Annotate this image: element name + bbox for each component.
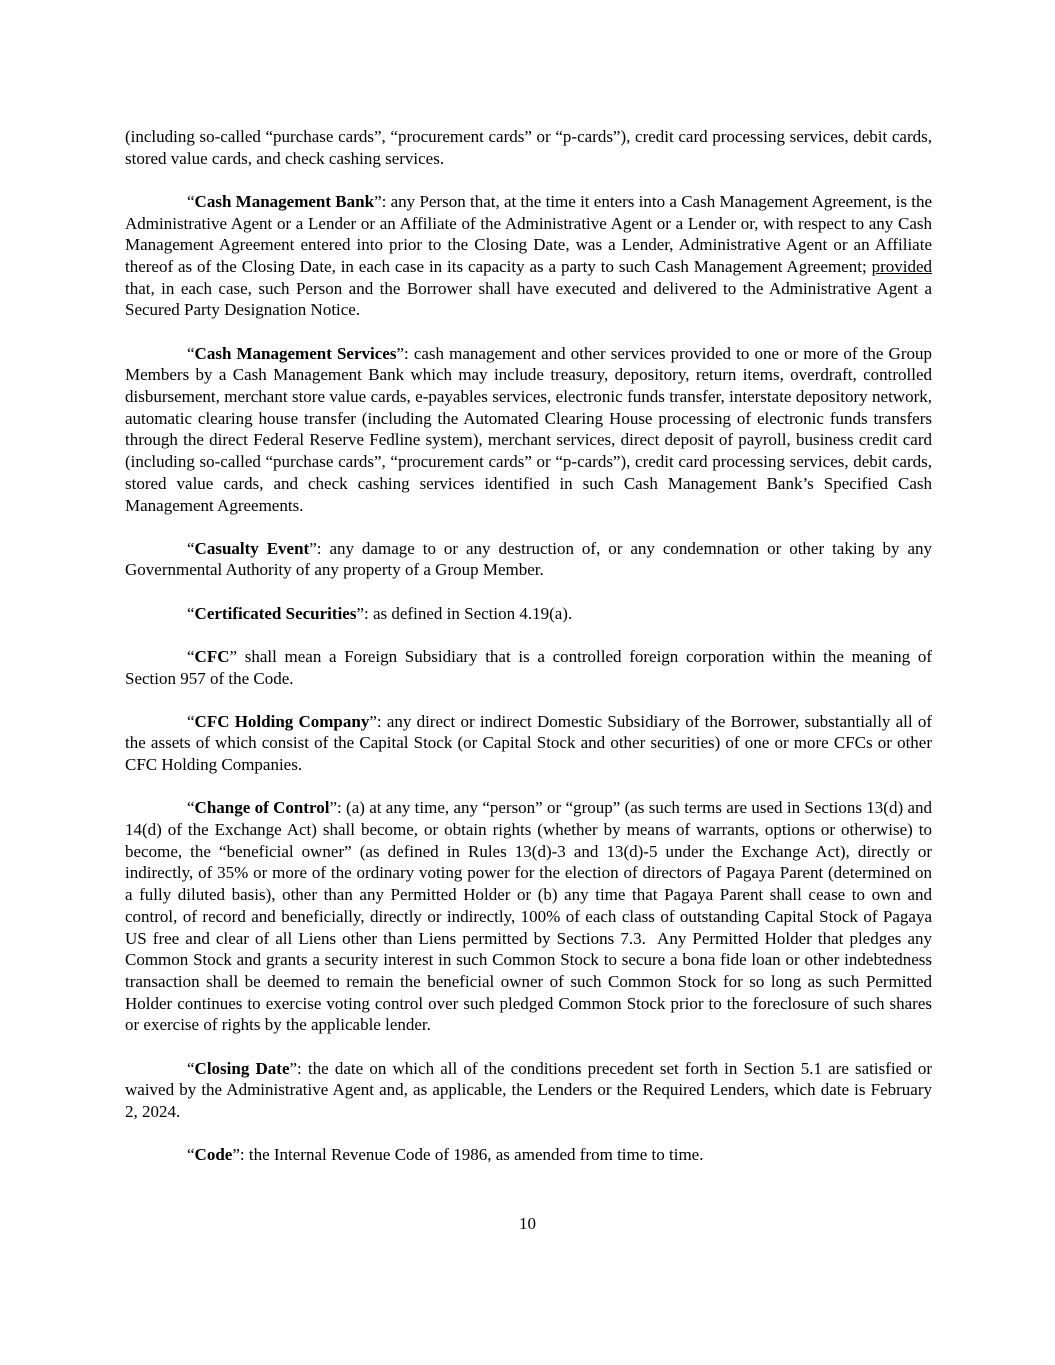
close-quote: ”: [356, 603, 369, 623]
defined-term: CFC [194, 646, 230, 666]
definition-text: any damage to or any destruction of, or any condemnation or other taking by any Governmental Authority of any property of a Group Member. [125, 538, 932, 580]
page-number: 10 [519, 1214, 536, 1233]
defined-term: Change of Control [194, 798, 330, 818]
open-quote: “ [187, 1058, 195, 1078]
definition-cash-management-services [125, 343, 932, 517]
definition-certificated-securities [125, 603, 932, 625]
defined-term: Cash Management Services [194, 343, 397, 363]
underlined-provided: provided [871, 257, 932, 277]
open-quote: “ [187, 711, 195, 731]
definition-cfc-holding-company [125, 711, 932, 776]
open-quote: “ [187, 191, 195, 211]
paragraph-text: (including so-called “purchase cards”, “procurement cards” or “p-cards”), credit card processing services, debit cards, stored value cards, and check cashing services. [125, 127, 932, 168]
document-page [125, 126, 932, 1166]
defined-term: Closing Date [194, 1058, 290, 1078]
definition-change-of-control [125, 797, 932, 1036]
close-quote: ”: [374, 191, 387, 211]
open-quote: “ [187, 1145, 195, 1165]
defined-term: Certificated Securities [194, 603, 357, 623]
close-quote: ” [229, 646, 238, 666]
definition-text: (a) at any time, any “person” or “group” (as such terms are used in Sections 13(d) and 14(d) of the Exchange Act) shall become, or obtain rights (whether by means of warrants, options or otherwise) to become, the “beneficial owner” (as defined in Rules 13(d)-3 and 13(d)-5 under the Exchange Act), directly or indirectly, of 35% or more of the ordinary voting power for the election of directors of Pagaya Parent (determined on a fully diluted basis), other than any Permitted Holder or (b) any time that Pagaya Parent shall cease to own and control, of record and beneficially, directly or indirectly, 100% of each class of outstanding Capital Stock of Pagaya US free and clear of all Liens other than Liens permitted by Sections 7.3. Any Permitted Holder that pledges any Common Stock and grants a security interest in such Common Stock to secure a bona fide loan or other indebtedness transaction shall be deemed to remain the beneficial owner of such Common Stock for so long as such Permitted Holder continues to exercise voting control over such pledged Common Stock prior to the foreclosure of such shares or exercise of rights by the applicable lender. [125, 798, 932, 1035]
definition-text: cash management and other services provided to one or more of the Group Members by a Cash Management Bank which may include treasury, depository, return items, overdraft, controlled disbursement, merchant store value cards, e-payables services, electronic funds transfer, interstate depository network, automatic clearing house transfer (including the Automated Clearing House processing of electronic funds transfers through the direct Federal Reserve Fedline system), merchant services, direct deposit of payroll, business credit card (including so-called “purchase cards”, “procurement cards” or “p-cards”), credit card processing services, debit cards, stored value cards, and check cashing services identified in such Cash Management Bank’s Specified Cash Management Agreements. [125, 343, 932, 515]
definition-text: as defined in Section 4.19(a). [368, 603, 573, 623]
close-quote: ”: [309, 538, 322, 558]
definition-code [125, 1144, 932, 1166]
definition-text-continued: that, in each case, such Person and the Borrower shall have executed and delivered to the Administrative Agent a Secured Party Designation Notice. [125, 278, 932, 320]
defined-term: Code [194, 1145, 233, 1165]
close-quote: ”: [329, 798, 342, 818]
close-quote: ”: [396, 343, 409, 363]
definition-text: the date on which all of the conditions precedent set forth in Section 5.1 are satisfied or waived by the Administrative Agent and, as applicable, the Lenders or the Required Lenders, which date is February 2, 2024. [125, 1058, 933, 1122]
open-quote: “ [187, 798, 195, 818]
close-quote: ”: [232, 1145, 245, 1165]
open-quote: “ [187, 646, 195, 666]
definition-cash-management-bank [125, 191, 932, 321]
definition-text: shall mean a Foreign Subsidiary that is a controlled foreign corporation within the meaning of Section 957 of the Code. [125, 646, 932, 688]
defined-term: Casualty Event [194, 538, 310, 558]
paragraph-continuation [125, 126, 932, 169]
open-quote: “ [187, 343, 195, 363]
definition-text: any direct or indirect Domestic Subsidiary of the Borrower, substantially all of the assets of which consist of the Capital Stock (or Capital Stock and other securities) of one or more CFCs or other CFC Holding Companies. [125, 711, 932, 775]
defined-term: CFC Holding Company [194, 711, 370, 731]
open-quote: “ [187, 538, 195, 558]
close-quote: ”: [289, 1058, 302, 1078]
close-quote: ”: [369, 711, 382, 731]
definition-text: the Internal Revenue Code of 1986, as amended from time to time. [244, 1145, 704, 1165]
definition-text: any Person that, at the time it enters into a Cash Management Agreement, is the Administrative Agent or a Lender or an Affiliate of the Administrative Agent or a Lender or, with respect to any Cash Management Agreement entered into prior to the Closing Date, was a Lender, Administrative Agent or an Affiliate thereof as of the Closing Date, in each case in its capacity as a party to such Cash Management Agreement; [125, 191, 932, 277]
defined-term: Cash Management Bank [194, 191, 375, 211]
definition-cfc [125, 646, 932, 689]
definition-closing-date [125, 1058, 932, 1123]
definition-casualty-event [125, 538, 932, 581]
open-quote: “ [187, 603, 195, 623]
